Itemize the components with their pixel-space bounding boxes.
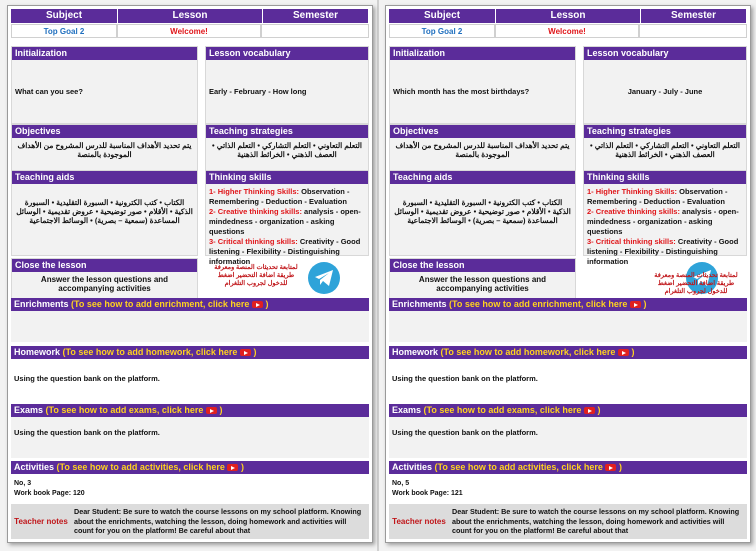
- strategies-text: التعلم التعاوني • التعلم التشاركي • التعلم الذاتي • العصف الذهني • الخرائط الذهنية: [590, 141, 740, 159]
- page-divider: [377, 0, 379, 551]
- exams-text: Using the question bank on the platform.: [14, 428, 160, 437]
- strategies-box: [205, 124, 369, 172]
- youtube-icon[interactable]: [227, 464, 238, 471]
- initialization-box: [11, 46, 198, 124]
- objectives-text: يتم تحديد الأهداف المناسبة للدرس المشروح من الأهداف الموجودة بالمنصة: [395, 141, 570, 159]
- lesson-plan-page-right: [385, 5, 751, 543]
- vocabulary-box: [205, 46, 369, 124]
- paren: ): [253, 347, 257, 357]
- objectives-title: Objectives: [12, 125, 197, 138]
- critical-skills-text: Creativity - Good listening - Flexibility - Distinguishing information: [209, 237, 361, 266]
- teacher-notes-label: Teacher notes: [14, 517, 68, 526]
- objectives-title: Objectives: [390, 125, 575, 138]
- exams-section: [389, 404, 747, 458]
- critical-skills-text: Creativity - Good listening - Flexibility - Distinguishing information: [587, 237, 739, 266]
- teacher-notes-text: Dear Student: Be sure to watch the course lessons on my school platform. Knowing about the enrichments, watching the lesson, doing homework and activities will count for you on the platform! Be careful about that: [74, 507, 362, 535]
- activities-text: [11, 474, 369, 502]
- activities-title: [11, 461, 369, 474]
- higher-skills-heading: 1- Higher Thinking Skills:: [209, 187, 300, 196]
- exams-help-link[interactable]: (To see how to add exams, click here: [423, 405, 582, 415]
- strategies-text: التعلم التعاوني • التعلم التشاركي • التعلم الذاتي • العصف الذهني • الخرائط الذهنية: [212, 141, 362, 159]
- creative-skills-heading: 2- Creative thinking skills:: [587, 207, 680, 216]
- critical-skills-heading: 3- Critical thinking skills:: [587, 237, 676, 246]
- exams-text: Using the question bank on the platform.: [392, 428, 538, 437]
- thinking-skills-text: [206, 184, 368, 270]
- higher-skills-text: Observation - Remembering - Deduction - Evaluation: [587, 187, 728, 206]
- teacher-notes: [389, 504, 747, 539]
- activity-number: No, 3: [14, 480, 32, 487]
- objectives-box: [389, 124, 576, 172]
- activities-label: Activities: [14, 462, 55, 472]
- strategies-title: Teaching strategies: [206, 125, 368, 138]
- exams-label: Exams: [392, 405, 422, 415]
- thinking-skills-box: [205, 170, 369, 266]
- paren: ): [597, 405, 601, 415]
- teaching-aids-text: الكتاب • كتب الكترونية • السبورة التقليدية • السبورة الذكية • الأقلام • صور توضيحية • عروض تقديمية • الوسائل المساعدة (سمعية – بصرية) • الوسائط الاجتماعية: [16, 198, 193, 225]
- higher-skills-text: Observation - Remembering - Deduction - Evaluation: [209, 187, 350, 206]
- objectives-box: [11, 124, 198, 172]
- teacher-notes: [11, 504, 369, 539]
- close-lesson-title: Close the lesson: [390, 259, 575, 272]
- enrichments-help-link[interactable]: (To see how to add enrichment, click here: [449, 299, 628, 309]
- workbook-page: Work book Page: 120: [14, 490, 85, 497]
- lesson-header: Lesson: [496, 9, 641, 23]
- activities-label: Activities: [392, 462, 433, 472]
- homework-section: [11, 346, 369, 402]
- teaching-aids-box: [11, 170, 198, 256]
- creative-skills-text: analysis - open-mindedness - organization - asking questions: [209, 207, 361, 236]
- homework-text: Using the question bank on the platform.: [14, 374, 160, 383]
- paren: ): [219, 405, 223, 415]
- teaching-aids-box: [389, 170, 576, 256]
- paren: ): [240, 462, 244, 472]
- close-lesson-box: [389, 258, 576, 300]
- close-lesson-title: Close the lesson: [12, 259, 197, 272]
- paren: ): [643, 299, 647, 309]
- youtube-icon[interactable]: [584, 407, 595, 414]
- enrichments-section: [11, 298, 369, 342]
- activities-section: [11, 461, 369, 502]
- semester-value: [639, 24, 747, 38]
- critical-skills-heading: 3- Critical thinking skills:: [209, 237, 298, 246]
- semester-header: Semester: [641, 9, 747, 23]
- lesson-value: Welcome!: [117, 24, 261, 38]
- paren: ): [265, 299, 269, 309]
- header-table: [389, 9, 747, 41]
- creative-skills-heading: 2- Creative thinking skills:: [209, 207, 302, 216]
- vocabulary-text: January - July - June: [627, 87, 703, 96]
- subject-header: Subject: [11, 9, 118, 23]
- telegram-icon[interactable]: [308, 262, 340, 294]
- teacher-notes-label: Teacher notes: [392, 517, 446, 526]
- lesson-header: Lesson: [118, 9, 263, 23]
- youtube-icon[interactable]: [206, 407, 217, 414]
- homework-title: [11, 346, 369, 359]
- exams-help-link[interactable]: (To see how to add exams, click here: [45, 405, 204, 415]
- activities-text: [389, 474, 747, 502]
- initialization-title: Initialization: [12, 47, 197, 60]
- initialization-text: What can you see?: [15, 87, 83, 96]
- homework-title: [389, 346, 747, 359]
- thinking-skills-title: Thinking skills: [206, 171, 368, 184]
- enrichments-title: [389, 298, 747, 311]
- homework-label: Homework: [392, 347, 439, 357]
- initialization-box: [389, 46, 576, 124]
- enrichments-label: Enrichments: [14, 299, 69, 309]
- initialization-title: Initialization: [390, 47, 575, 60]
- initialization-text: Which month has the most birthdays?: [393, 87, 530, 96]
- vocabulary-box: [583, 46, 747, 124]
- close-lesson-box: [11, 258, 198, 300]
- lesson-plan-page-left: [7, 5, 373, 543]
- telegram-promo-text[interactable]: لمتابعة تحديثات المنصة ومعرفة طريقة اضافة التحضير اضغط للدخول لجروب التلغرام: [214, 264, 298, 287]
- workbook-page: Work book Page: 121: [392, 490, 463, 497]
- semester-value: [261, 24, 369, 38]
- close-lesson-text: Answer the lesson questions and accompanying activities: [40, 275, 169, 293]
- activities-help-link[interactable]: (To see how to add activities, click here: [434, 462, 603, 472]
- thinking-skills-title: Thinking skills: [584, 171, 746, 184]
- enrichments-help-link[interactable]: (To see how to add enrichment, click here: [71, 299, 250, 309]
- teaching-aids-title: Teaching aids: [12, 171, 197, 184]
- youtube-icon[interactable]: [252, 301, 263, 308]
- teaching-aids-title: Teaching aids: [390, 171, 575, 184]
- creative-skills-text: analysis - open-mindedness - organization - asking questions: [587, 207, 739, 236]
- lesson-value: Welcome!: [495, 24, 639, 38]
- enrichments-label: Enrichments: [392, 299, 447, 309]
- exams-section: [11, 404, 369, 458]
- homework-text: Using the question bank on the platform.: [392, 374, 538, 383]
- paren: ): [631, 347, 635, 357]
- homework-label: Homework: [14, 347, 61, 357]
- homework-help-link[interactable]: (To see how to add homework, click here: [62, 347, 238, 357]
- higher-skills-heading: 1- Higher Thinking Skills:: [587, 187, 678, 196]
- teacher-notes-text: Dear Student: Be sure to watch the course lessons on my school platform. Knowing about the enrichments, watching the lesson, doing homework and activities will count for you on the platform! Be careful about that: [452, 507, 740, 535]
- youtube-icon[interactable]: [605, 464, 616, 471]
- vocabulary-title: Lesson vocabulary: [584, 47, 746, 60]
- activities-section: [389, 461, 747, 502]
- vocabulary-title: Lesson vocabulary: [206, 47, 368, 60]
- activities-help-link[interactable]: (To see how to add activities, click here: [56, 462, 225, 472]
- homework-help-link[interactable]: (To see how to add homework, click here: [440, 347, 616, 357]
- telegram-promo-text[interactable]: لمتابعة تحديثات المنصة ومعرفة طريقة اضافة التحضير اضغط للدخول لجروب التلغرام: [654, 272, 738, 295]
- youtube-icon[interactable]: [240, 349, 251, 356]
- close-lesson-text: Answer the lesson questions and accompanying activities: [418, 275, 547, 293]
- youtube-icon[interactable]: [630, 301, 641, 308]
- homework-section: [389, 346, 747, 402]
- strategies-box: [583, 124, 747, 172]
- paren: ): [618, 462, 622, 472]
- youtube-icon[interactable]: [618, 349, 629, 356]
- exams-title: [11, 404, 369, 417]
- subject-value: Top Goal 2: [389, 24, 495, 38]
- activities-title: [389, 461, 747, 474]
- header-table: [11, 9, 369, 41]
- strategies-title: Teaching strategies: [584, 125, 746, 138]
- thinking-skills-text: [584, 184, 746, 270]
- vocabulary-text: Early - February - How long: [209, 87, 307, 96]
- objectives-text: يتم تحديد الأهداف المناسبة للدرس المشروح من الأهداف الموجودة بالمنصة: [17, 141, 192, 159]
- semester-header: Semester: [263, 9, 369, 23]
- enrichments-section: [389, 298, 747, 342]
- subject-value: Top Goal 2: [11, 24, 117, 38]
- exams-label: Exams: [14, 405, 44, 415]
- enrichments-title: [11, 298, 369, 311]
- activity-number: No, 5: [392, 480, 410, 487]
- subject-header: Subject: [389, 9, 496, 23]
- exams-title: [389, 404, 747, 417]
- teaching-aids-text: الكتاب • كتب الكترونية • السبورة التقليدية • السبورة الذكية • الأقلام • صور توضيحية • عروض تقديمية • الوسائل المساعدة (سمعية – بصرية) • الوسائط الاجتماعية: [394, 198, 571, 225]
- thinking-skills-box: [583, 170, 747, 266]
